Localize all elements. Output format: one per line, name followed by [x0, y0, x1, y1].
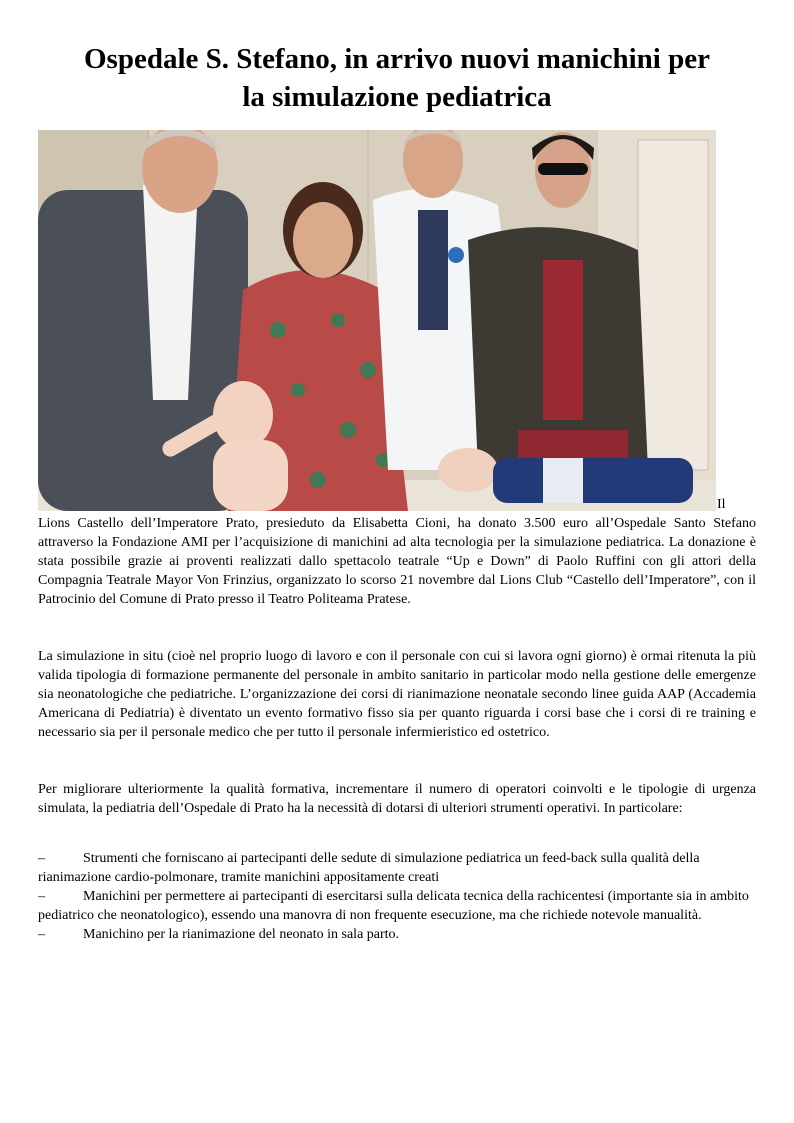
paragraph-simulation: La simulazione in situ (cioè nel proprio luogo di lavoro e con il personale con cui si lavora ogni giorno) è ormai ritenuta la più valida tipologia di formazione permanente del personale in ambito sanitario in particolar modo nella gestione delle emergenze sia neonatologiche che pediatriche. L’organizzazione dei corsi di rianimazione neonatale secondo linee guida AAP (Accademia Americana di Pediatria) è diventato un evento formativo fisso sia per quanto riguarda i corsi base che i corsi di re training e necessario sia per il personale medico che per tutto il personale infermieristico ed ostetrico. [38, 649, 756, 740]
list-bullet: – [38, 889, 45, 904]
list-item [38, 849, 756, 887]
photo-trailing-text: Il [717, 497, 726, 512]
paragraph-improvement: Per migliorare ulteriormente la qualità formativa, incrementare il numero di operatori coinvolti e le tipologie di urgenza simulata, la pediatria dell’Ospedale di Prato ha la necessità di dotarsi di ulteriori strumenti operativi. In particolare: [38, 782, 756, 816]
needs-list [38, 849, 756, 944]
list-item [38, 887, 756, 925]
list-item-text: Strumenti che forniscano ai partecipanti delle sedute di simulazione pediatrica un feed-back sulla qualità della rianimazione cardio-polmonare, tramite manichini appositamente creati [38, 851, 700, 885]
title-line-2: la simulazione pediatrica [242, 81, 552, 113]
list-bullet: – [38, 851, 45, 866]
list-item-text: Manichino per la rianimazione del neonato in sala parto. [83, 927, 400, 942]
group-photo [38, 130, 716, 511]
list-item [38, 925, 756, 944]
list-item-text: Manichini per permettere ai partecipanti di esercitarsi sulla delicata tecnica della rachicentesi (importante sia in ambito pediatrico che neonatologico), essendo una manovra di non frequente esecuzione, ma che richiede notevole manualità. [38, 889, 749, 923]
title-line-1: Ospedale S. Stefano, in arrivo nuovi manichini per [84, 43, 710, 75]
list-bullet: – [38, 927, 45, 942]
paragraph-donation: Lions Castello dell’Imperatore Prato, presieduto da Elisabetta Cioni, ha donato 3.500 euro all’Ospedale Santo Stefano attraverso la Fondazione AMI per l’acquisizione di manichini ad alta tecnologia per la simulazione pediatrica. La donazione è stata possibile grazie ai proventi realizzati dallo spettacolo teatrale “Up e Down” di Paolo Ruffini con gli attori della Compagnia Teatrale Mayor Von Frinzius, organizzato lo scorso 21 novembre dal Lions Club “Castello dell’Imperatore”, con il Patrocinio del Comune di Prato presso il Teatro Politeama Pratese. [38, 516, 756, 607]
article-title [30, 40, 764, 116]
